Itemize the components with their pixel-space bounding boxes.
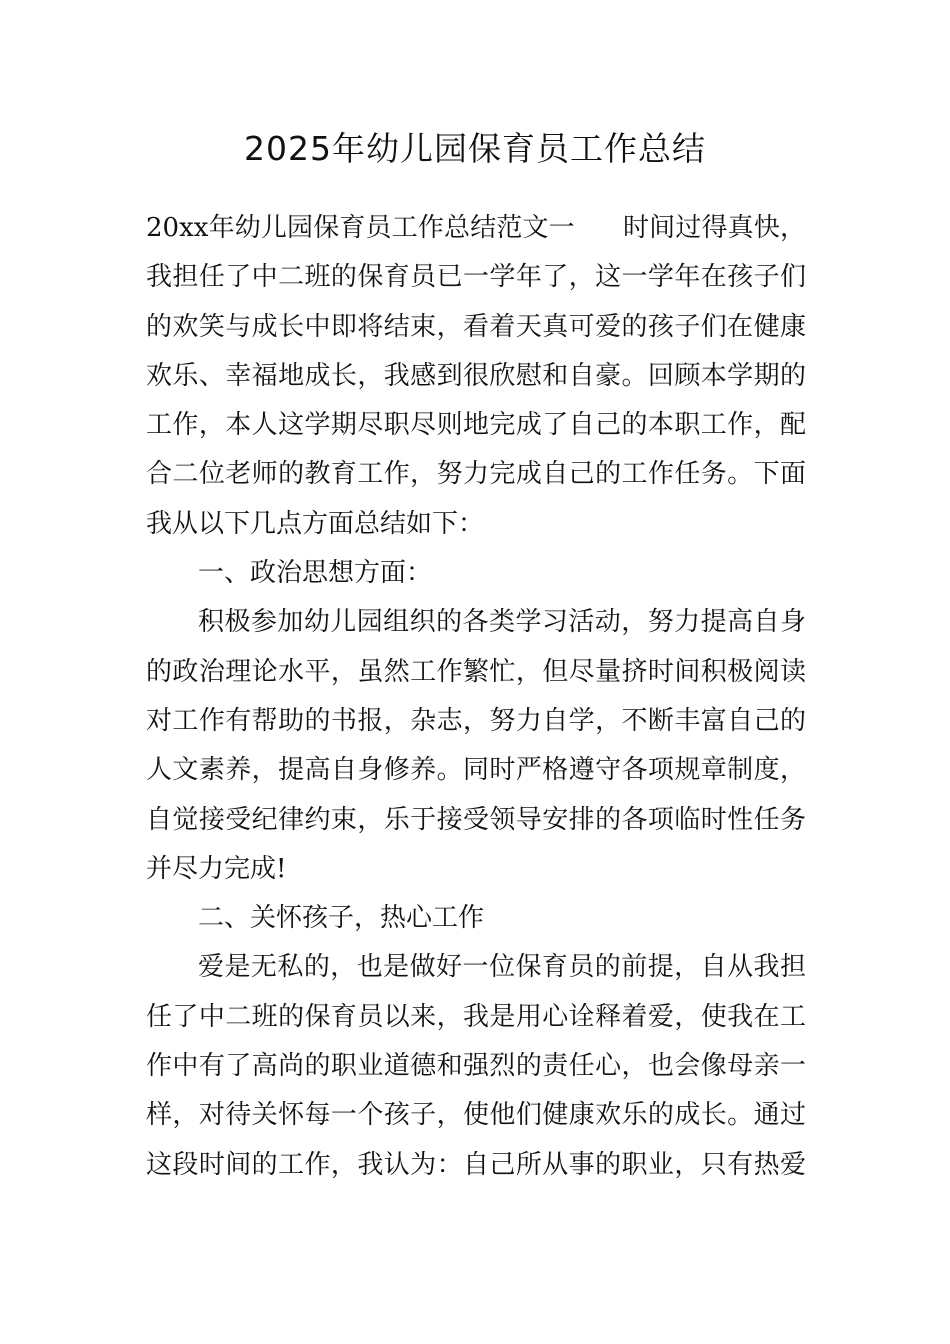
body-line: 自觉接受纪律约束，乐于接受领导安排的各项临时性任务 bbox=[146, 804, 806, 835]
paragraph-start: 爱是无私的，也是做好一位保育员的前提，自从我担 bbox=[198, 952, 806, 983]
document-title: 2025年幼儿园保育员工作总结 bbox=[244, 129, 706, 168]
body-line: 这段时间的工作，我认为：自己所从事的职业，只有热爱 bbox=[146, 1149, 806, 1180]
body-line: 任了中二班的保育员以来，我是用心诠释着爱，使我在工 bbox=[146, 1001, 806, 1032]
body-line: 作中有了高尚的职业道德和强烈的责任心，也会像母亲一 bbox=[146, 1051, 806, 1082]
body-line: 人文素养，提高自身修养。同时严格遵守各项规章制度， bbox=[146, 755, 806, 786]
body-text: 时间过得真快， bbox=[622, 213, 806, 243]
section-heading: 二、关怀孩子，热心工作 bbox=[198, 903, 485, 934]
body-line: 对工作有帮助的书报，杂志，努力自学，不断丰富自己的 bbox=[146, 705, 806, 736]
section-heading: 一、政治思想方面： bbox=[198, 558, 433, 589]
subtitle-text: 20xx年幼儿园保育员工作总结范文一 bbox=[146, 213, 575, 243]
body-line: 样，对待关怀每一个孩子，使他们健康欢乐的成长。通过 bbox=[146, 1100, 806, 1131]
body-line-1 bbox=[146, 204, 806, 253]
body-line: 工作，本人这学期尽职尽则地完成了自己的本职工作，配 bbox=[146, 410, 806, 441]
body-line: 并尽力完成! bbox=[146, 853, 287, 884]
document-body bbox=[146, 204, 806, 1190]
body-line: 欢乐、幸福地成长，我感到很欣慰和自豪。回顾本学期的 bbox=[146, 360, 806, 391]
body-line: 的政治理论水平，虽然工作繁忙，但尽量挤时间积极阅读 bbox=[146, 656, 806, 687]
body-line: 我担任了中二班的保育员已一学年了，这一学年在孩子们 bbox=[146, 262, 806, 293]
body-line: 合二位老师的教育工作，努力完成自己的工作任务。下面 bbox=[146, 459, 806, 490]
body-line: 我从以下几点方面总结如下： bbox=[146, 508, 485, 539]
paragraph-start: 积极参加幼儿园组织的各类学习活动，努力提高自身 bbox=[198, 607, 806, 638]
body-line: 的欢笑与成长中即将结束，看着天真可爱的孩子们在健康 bbox=[146, 311, 806, 342]
